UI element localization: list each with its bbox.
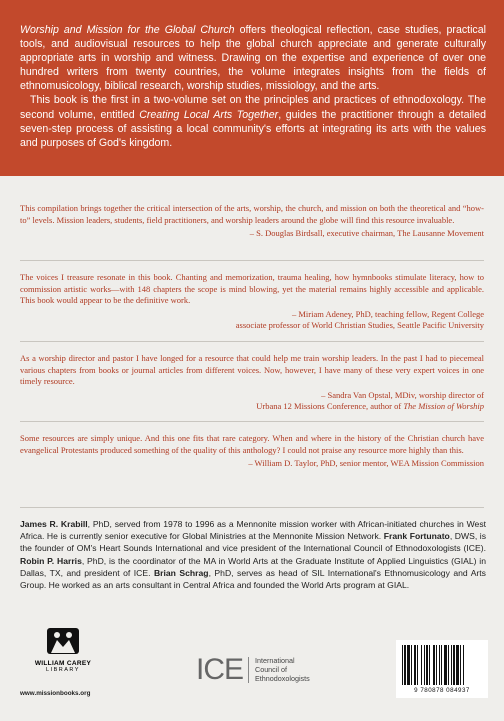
bio-text: , PhD, is the coordinator of the MA in World Arts at the Graduate Institute of Applied Linguistics (GIAL) in Dallas, TX, and president of ICE. [20,555,486,578]
book-title: Worship and Mission for the Global Church [20,24,235,36]
endorsement-2 [20,272,484,332]
bio-text: , DWS, is the founder of OM's Heart Sounds International and vice president of the International Council of Ethnodoxologists (ICE). [20,531,486,554]
publisher-logo [33,627,93,673]
endorsement-attribution [20,401,484,413]
editor-name: Brian Schrag [153,567,209,578]
publisher-emblem-icon [46,627,80,655]
ice-logo-text [255,656,345,683]
editor-name: Frank Fortunato [383,531,450,542]
barcode-icon [402,645,482,685]
ice-mark: ICE [196,653,244,686]
bio-text: , PhD, served from 1978 to 1996 as a Mennonite mission worker with African-initiated churches in West Africa. He is currently senior executive for Global Ministries at the Mennonite Mission Network. [20,519,487,542]
ice-logo-line: Ethnodoxologists [255,674,310,683]
ice-logo-line: Council of [255,665,287,674]
editor-name: Robin P. Harris [20,555,82,566]
isbn-number: 9 780878 084937 [414,687,470,694]
endorsement-quote: The voices I treasure resonate in this book. Chanting and memorization, trauma healing, how hymnbooks stimulate literacy, how to commission artistic works—with 148 chapters the scope is mind blowing, yet the material remains highly accessible and applicable. This book would appear to be the definitive work. [20,272,484,306]
description-text: , guides the practitioner through a detailed seven-step process of assisting a local community's efforts at integrating its arts with the values and purposes of God's kingdom. [20,108,486,149]
endorsement-quote: As a worship director and pastor I have longed for a resource that could help me train worship leaders. In the past I had to piecemeal various chapters from books or journal articles from different voices. Now, however, I have many of these very expert voices in one timely resource. [20,353,484,387]
endorsement-attribution: – S. Douglas Birdsall, executive chairman, The Lausanne Movement [249,228,484,239]
second-volume-title: Creating Local Arts Together [139,108,279,121]
description-text: This book is the first in a two-volume set on the principles and practices of ethnodoxology. The second volume, entitled [20,94,486,121]
attribution-book-title: The Mission of Worship [403,401,484,412]
publisher-library: LIBRARY [46,667,80,673]
endorsement-attribution: – Sandra Van Opstal, MDiv, worship director of [321,389,484,400]
divider [20,507,484,508]
divider [20,260,484,261]
attribution-text: Urbana 12 Missions Conference, author of [256,401,404,412]
editor-name: James R. Krabill [20,519,88,529]
barcode [396,640,488,698]
divider [20,421,484,422]
description-paragraph-1 [20,23,486,93]
description-text: offers theological reflection, case studies, practical tools, and audiovisual resources to help the global church appreciate and generate culturally appropriate arts in worship and witness. Drawing on the expertise and experience of over one hundred writers from twenty countries, the volume integrates insights from the fields of ethnomusicology, biblical research, worship studies, missiology, and the arts. [20,24,486,93]
divider [20,341,484,342]
editor-biographies [20,518,486,591]
endorsement-quote: This compilation brings together the critical intersection of the arts, worship, the church, and mission on both the theoretical and “how-to” levels. Mission leaders, students, field practitioners, and worship leaders around the globe will find this resource invaluable. [20,203,484,225]
endorsement-attribution: – William D. Taylor, PhD, senior mentor, WEA Mission Commission [248,458,484,469]
endorsement-quote: Some resources are simply unique. And this one fits that rare category. When and where in the history of the Christian church have evangelical Protestants produced something of the quality of this anthology? I could not praise any resource more highly than this. [20,433,484,455]
bio-text: , PhD, serves as head of SIL International's Ethnomusicology and Arts Group. He worked as an arts consultant in Central Africa and founded the World Arts program at GIAL. [20,567,486,591]
endorsement-attribution: associate professor of World Christian Studies, Seattle Pacific University [235,320,484,331]
endorsement-1 [20,203,484,240]
ice-logo-line: International [255,656,295,665]
description-paragraph-2 [20,93,486,149]
endorsement-3 [20,353,484,413]
endorsement-attribution: – Miriam Adeney, PhD, teaching fellow, Regent College [292,308,484,319]
description-band [0,0,504,176]
endorsement-4 [20,433,484,470]
ice-logo-separator [248,657,249,683]
publisher-name: WILLIAM CAREY [34,660,92,667]
publisher-url: www.missionbooks.org [20,690,91,697]
